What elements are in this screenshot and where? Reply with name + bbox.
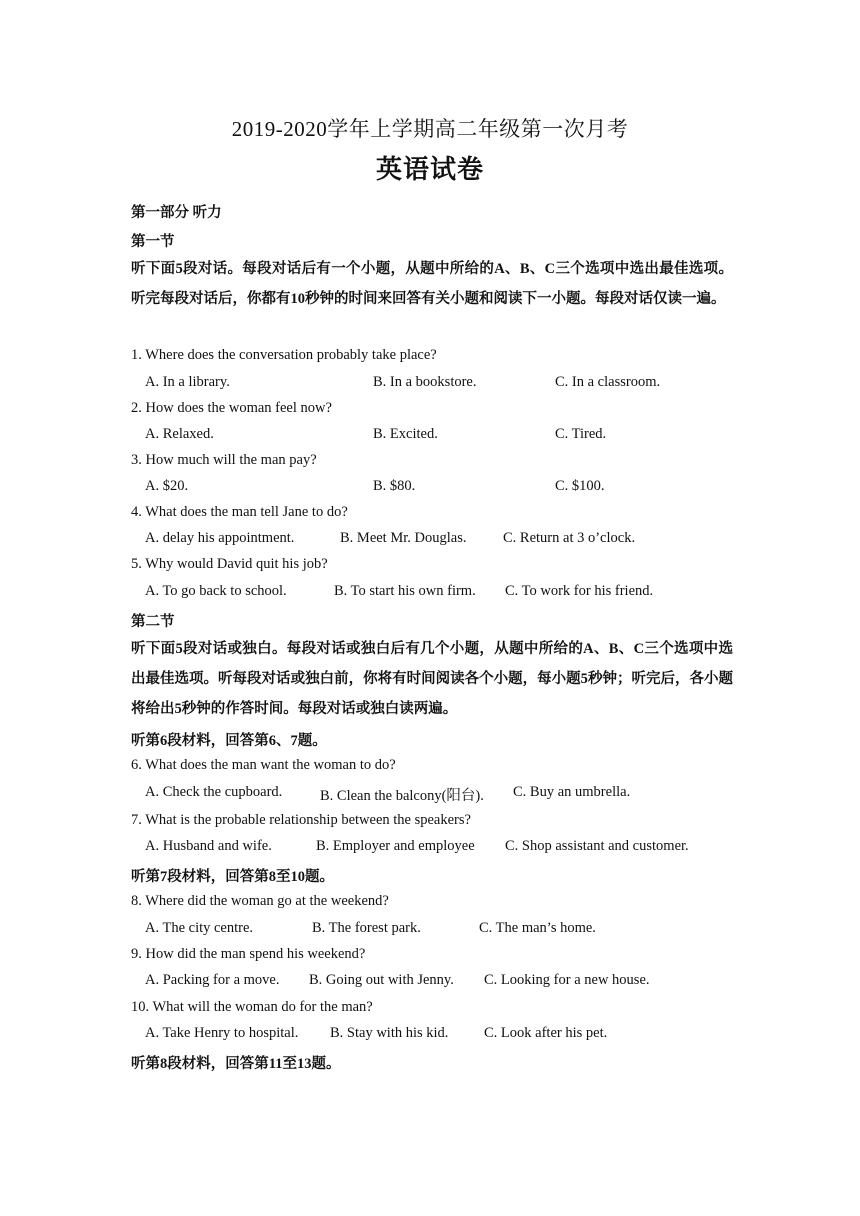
- material-note: 听第8段材料，回答第11至13题。: [131, 1056, 341, 1072]
- question-stem: 1. Where does the conversation probably take place?: [131, 347, 437, 363]
- option-c: C. Look after his pet.: [484, 1025, 608, 1041]
- exam-title: 2019-2020学年上学期高二年级第一次月考: [231, 117, 629, 141]
- option-b: B. $80.: [373, 478, 416, 494]
- question-stem: 10. What will the woman do for the man?: [131, 999, 373, 1015]
- option-a: A. Husband and wife.: [145, 838, 272, 854]
- option-b: B. Meet Mr. Douglas.: [340, 530, 467, 546]
- option-b: B. Stay with his kid.: [330, 1025, 449, 1041]
- option-c: C. The man’s home.: [479, 920, 596, 936]
- question-stem: 6. What does the man want the woman to do?: [131, 757, 396, 773]
- section2-heading: 第二节: [131, 614, 175, 630]
- option-c: C. $100.: [555, 478, 605, 494]
- part-heading: 第一部分 听力: [131, 205, 222, 221]
- option-b: B. Going out with Jenny.: [309, 972, 454, 988]
- material-note: 听第7段材料，回答第8至10题。: [131, 869, 334, 885]
- option-c: C. To work for his friend.: [505, 583, 654, 599]
- option-a: A. $20.: [145, 478, 189, 494]
- option-a: A. To go back to school.: [145, 583, 287, 599]
- option-a: A. Packing for a move.: [145, 972, 280, 988]
- option-b: B. Excited.: [373, 426, 438, 442]
- section2-instruction: 听下面5段对话或独白。每段对话或独白后有几个小题，从题中所给的A、B、C三个选项中选出最佳选项。听每段对话或独白前，你将有时间阅读各个小题，每小题5秒钟；听完后，各小题将给出5秒钟的作答时间。每段对话或独白读两遍。: [131, 641, 733, 717]
- option-c: C. Looking for a new house.: [484, 972, 650, 988]
- option-c: C. Buy an umbrella.: [513, 784, 631, 800]
- option-a: A. delay his appointment.: [145, 530, 295, 546]
- section1-heading: 第一节: [131, 234, 175, 250]
- option-a: A. Relaxed.: [145, 426, 214, 442]
- option-a: A. Check the cupboard.: [145, 784, 283, 800]
- option-a: A. Take Henry to hospital.: [145, 1025, 299, 1041]
- subject-title: 英语试卷: [375, 155, 484, 184]
- question-stem: 3. How much will the man pay?: [131, 452, 317, 468]
- question-stem: 2. How does the woman feel now?: [131, 400, 332, 416]
- material-note: 听第6段材料，回答第6、7题。: [131, 733, 327, 749]
- option-c: C. Tired.: [555, 426, 607, 442]
- option-b: B. To start his own firm.: [334, 583, 476, 599]
- option-c: C. Return at 3 o’clock.: [503, 530, 636, 546]
- question-stem: 8. Where did the woman go at the weekend?: [131, 893, 389, 909]
- option-b: B. Clean the balcony(阳台).: [320, 788, 484, 804]
- option-b: B. In a bookstore.: [373, 374, 477, 390]
- question-stem: 9. How did the man spend his weekend?: [131, 946, 366, 962]
- option-b: B. The forest park.: [312, 920, 421, 936]
- question-stem: 5. Why would David quit his job?: [131, 556, 328, 572]
- option-b: B. Employer and employee: [316, 838, 475, 854]
- question-stem: 7. What is the probable relationship between the speakers?: [131, 812, 471, 828]
- option-a: A. In a library.: [145, 374, 230, 390]
- question-stem: 4. What does the man tell Jane to do?: [131, 504, 348, 520]
- section1-instruction: 听下面5段对话。每段对话后有一个小题，从题中所给的A、B、C三个选项中选出最佳选项。听完每段对话后，你都有10秒钟的时间来回答有关小题和阅读下一小题。每段对话仅读一遍。: [131, 261, 733, 307]
- option-c: C. In a classroom.: [555, 374, 661, 390]
- option-a: A. The city centre.: [145, 920, 254, 936]
- option-c: C. Shop assistant and customer.: [505, 838, 689, 854]
